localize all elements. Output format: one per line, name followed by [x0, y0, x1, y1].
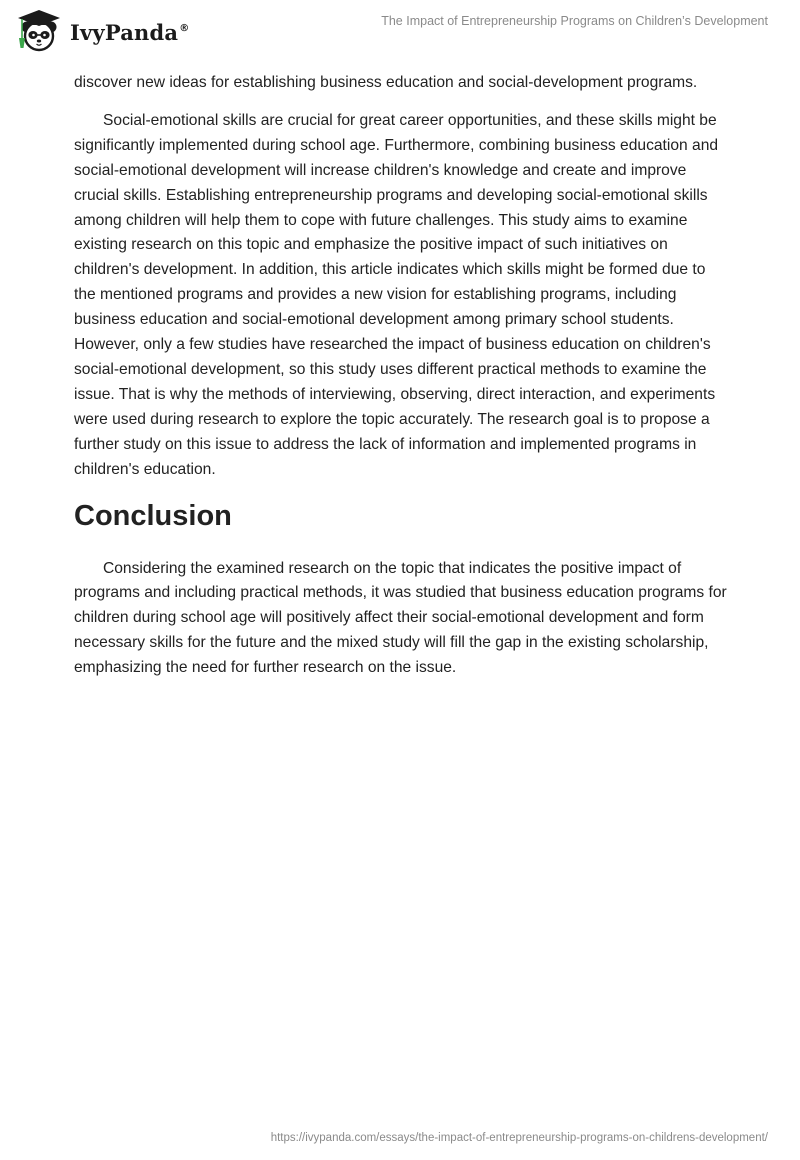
- paragraph-continuation: discover new ideas for establishing business education and social-development programs.: [74, 74, 698, 91]
- panda-graduation-cap-icon: [14, 8, 64, 54]
- paragraph-gap: [74, 96, 730, 109]
- page-header: [0, 0, 800, 60]
- paragraph-main: Social-emotional skills are crucial for great career opportunities, and these skills might be significantly implemented during school age. Furthermore, combining business education and social-emotional development will increase children's knowledge and create and improve crucial skills. Establishing entrepreneurship programs and developing social-emotional skills among children will help them to cope with future challenges. This study aims to examine existing research on this topic and emphasize the positive impact of such initiatives on children's development. In addition, this article indicates which skills might be formed due to the mentioned programs and provides a new vision for establishing programs, including business education and social-emotional development among primary school students. However, only a few studies have researched the impact of business education on children's social-emotional development, so this study uses different practical methods to examine the issue. That is why the methods of interviewing, observing, direct interaction, and experiments were used during research to explore the topic accurately. The research goal is to propose a further study on this issue to address the lack of information and implemented programs in children's education.: [74, 111, 719, 478]
- conclusion-heading: Conclusion: [74, 499, 232, 532]
- conclusion-paragraph: Considering the examined research on the topic that indicates the positive impact of programs and including practical methods, it was studied that business education programs for children during school age will positively affect their social-emotional development and form necessary skills for the future and the mixed study will fill the gap in the existing scholarship, emphasizing the need for further research on the issue.: [74, 559, 727, 677]
- document-title: The Impact of Entrepreneurship Programs on Children’s Development: [381, 14, 768, 28]
- registered-mark: ®: [179, 22, 190, 34]
- source-url[interactable]: https://ivypanda.com/essays/the-impact-of-entrepreneurship-programs-on-childrens-development/: [270, 1132, 768, 1144]
- essay-body: [74, 71, 730, 681]
- brand-logo[interactable]: [14, 8, 189, 54]
- brand-name: IvyPanda®: [70, 19, 190, 45]
